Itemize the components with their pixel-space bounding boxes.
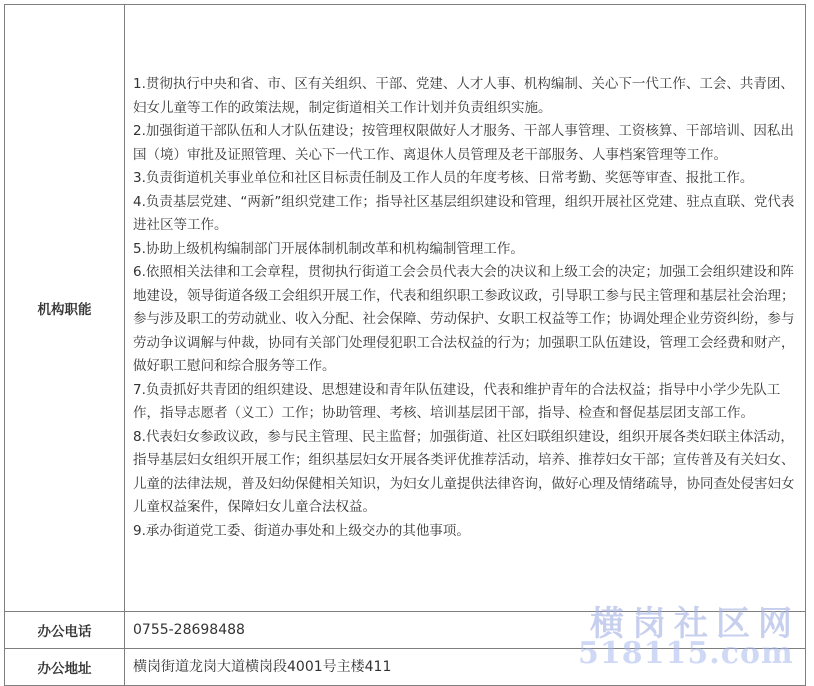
watermark-title: 横岗社区网	[590, 604, 800, 644]
address-value: 横岗街道龙岗大道横岗段4001号主楼411	[125, 649, 806, 686]
phone-value: 0755-28698488	[125, 612, 806, 649]
duty-item-4: 4.负责基层党建、“两新”组织党建工作；指导社区基层组织建设和管理，组织开展社区党建、驻点直联、党代表进社区等工作。	[133, 193, 795, 233]
address-label: 办公地址	[5, 649, 125, 686]
duty-item-9: 9.承办街道党工委、街道办事处和上级交办的其他事项。	[133, 522, 470, 539]
phone-row	[5, 612, 806, 649]
watermark-url: 518115.com	[578, 636, 794, 671]
duty-item-8: 8.代表妇女参政议政，参与民主管理、民主监督；加强街道、社区妇联组织建设，组织开展各类妇联主体活动，指导基层妇女组织开展工作；组织基层妇女开展各类评优推荐活动，培养、推荐妇女干部；宣传普及有关妇女、儿童的法律法规，普及妇幼保健相关知识，为妇女儿童提供法律咨询，做好心理及情绪疏导，协同查处侵害妇女儿童权益案件，保障妇女儿童合法权益。	[133, 428, 795, 515]
organization-info-table	[4, 4, 806, 686]
phone-label: 办公电话	[5, 612, 125, 649]
duties-label: 机构职能	[5, 5, 125, 612]
duty-item-6: 6.依照相关法律和工会章程，贯彻执行街道工会会员代表大会的决议和上级工会的决定；加强工会组织建设和阵地建设，领导街道各级工会组织开展工作，代表和组织职工参政议政，引导职工参与民主管理和基层社会治理；参与涉及职工的劳动就业、收入分配、社会保障、劳动保护、女职工权益等工作；协调处理企业劳资纠纷，参与劳动争议调解与仲裁，协同有关部门处理侵犯职工合法权益的行为；加强职工队伍建设，管理工会经费和财产，做好职工慰问和综合服务等工作。	[133, 264, 795, 374]
duty-item-5: 5.协助上级机构编制部门开展体制机制改革和机构编制管理工作。	[133, 240, 524, 257]
duty-item-3: 3.负责街道机关事业单位和社区目标责任制及工作人员的年度考核、日常考勤、奖惩等审查、报批工作。	[133, 170, 754, 186]
duty-item-7: 7.负责抓好共青团的组织建设、思想建设和青年队伍建设，代表和维护青年的合法权益；指导中小学少先队工作，指导志愿者（义工）工作；协助管理、考核、培训基层团干部，指导、检查和督促基层团支部工作。	[133, 381, 781, 421]
address-row	[5, 649, 806, 686]
duties-row	[5, 5, 806, 612]
duty-item-2: 2.加强街道干部队伍和人才队伍建设；按管理权限做好人才服务、干部人事管理、工资核算、干部培训、因私出国（境）审批及证照管理、关心下一代工作、离退休人员管理及老干部服务、人事档案管理等工作。	[133, 123, 794, 163]
duty-item-1: 1.贯彻执行中央和省、市、区有关组织、干部、党建、人才人事、机构编制、关心下一代工作、工会、共青团、妇女儿童等工作的政策法规，制定街道相关工作计划并负责组织实施。	[133, 76, 794, 116]
duties-content	[125, 5, 806, 612]
